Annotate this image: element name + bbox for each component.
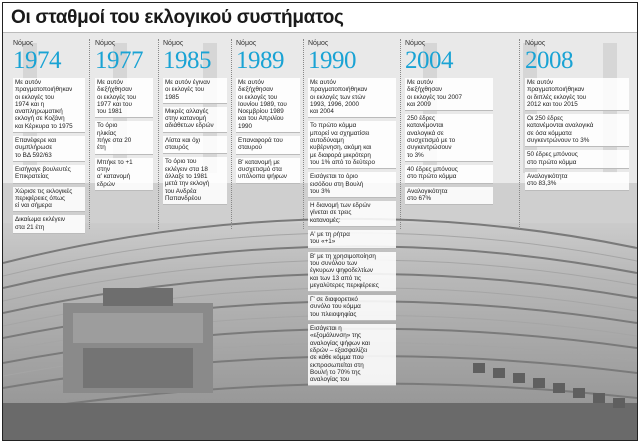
separator (231, 39, 232, 229)
law-detail: Το όριο ηλικίας πήγε στα 20 έτη (95, 121, 153, 154)
law-detail: Μικρές αλλαγές στην κατανομή αδιάθετων εδρών (163, 107, 227, 133)
law-detail: Με αυτόν πραγματοποιήθηκαν οι διπλές εκλογές του 2012 και του 2015 (525, 78, 629, 111)
separator (400, 39, 401, 229)
law-year: 2004 (405, 47, 453, 74)
law-label: Νόμος (13, 40, 34, 47)
law-detail: Το όριο του εκλέγειν στα 18 άλλαξε το 1981 μετά την εκλογή του Ανδρέα Παπανδρέου (163, 157, 227, 205)
law-detail: Γ' σε διαφορετικό συνόλο του κόμμα του πλειοψηφίας (308, 295, 396, 321)
law-year: 1989 (236, 47, 284, 74)
law-detail: Με αυτόν έγιναν οι εκλογές του 1985 (163, 78, 227, 104)
law-label: Νόμος (525, 40, 546, 47)
law-detail: Το πρώτο κόμμα μπορεί να σχηματίσει αυτοδύναμη κυβέρνηση, ακόμη και με διαφορά μικρότερη του 1% από το δεύτερο (308, 121, 396, 169)
law-detail: Χώρισε τις εκλογικές περιφέρειες όπως εί ναι σήμερα (13, 187, 85, 213)
law-detail: Με αυτόν πραγματοποιήθηκαν οι εκλογές του 1974 και η αναπληρωματική εκλογή σε Κοζάνη και Κέρκυρα το 1975 (13, 78, 85, 133)
law-detail: Β' κατανομή με συσχετισμό στα υπόλοιπα ψήφων (236, 158, 300, 184)
law-detail: Δικαίωμα εκλέγειν στα 21 έτη (13, 215, 85, 234)
law-label: Νόμος (405, 40, 426, 47)
law-year: 1974 (13, 47, 61, 74)
timeline-column-1989 (236, 39, 300, 187)
infographic-title: Οι σταθμοί του εκλογικού συστήματος (3, 3, 637, 33)
law-detail: Η διανομή των εδρών γίνεται σε τρεις κατανομές: (308, 201, 396, 227)
law-detail: Εισήγαγε βουλευτές Επικρατείας (13, 165, 85, 184)
separator (303, 39, 304, 229)
law-detail: Εισάγεται η «εξομάλυνση» της αναλογίας ψήφων και εδρών – εξασφαλίζει σε κάθε κόμμα που εκπροσωπείται στη Βουλή το 70% της αναλογίας του (308, 324, 396, 386)
law-year: 1977 (95, 47, 143, 74)
law-detail: Οι 250 έδρες κατανέμονται αναλογικά σε όσα κόμματα συγκεντρώνουν το 3% (525, 114, 629, 147)
law-detail: Αναλογικότητα στο 83,3% (525, 172, 629, 191)
law-detail: 250 έδρες κατανέμονται αναλογικά σε συσχετισμό με το συγκεντρώσουν το 3% (405, 114, 493, 162)
separator (89, 39, 90, 229)
law-detail: Λίστα και όχι σταυρός (163, 136, 227, 155)
law-year: 1985 (163, 47, 211, 74)
law-detail: Με αυτόν διεξήχθησαν οι εκλογές του 1977 και του του 1981 (95, 78, 153, 118)
law-label: Νόμος (95, 40, 116, 47)
law-detail: Αναλογικότητα στο 67% (405, 187, 493, 206)
timeline-column-1974 (13, 39, 85, 237)
law-detail: Β' με τη χρησιμοποίηση του συνόλου των έγκυρων ψηφοδελτίων και των 13 από τις μεγαλύτερες περιφέρειες (308, 252, 396, 292)
law-label: Νόμος (236, 40, 257, 47)
separator (158, 39, 159, 229)
law-detail: Επαναφορά του σταυρού (236, 136, 300, 155)
timeline-column-2008 (525, 39, 629, 194)
law-detail: Α' με τη ρήτρα του «+1» (308, 230, 396, 249)
law-label: Νόμος (163, 40, 184, 47)
law-detail: Επανέφερε και συμπλήρωσε το ΒΔ 592/63 (13, 136, 85, 162)
law-detail: Μπήκε το +1 στην α' κατανομή εδρών (95, 158, 153, 191)
law-detail: Με αυτόν διεξήχθησαν οι εκλογές του Ιουνίου 1989, του Νοεμβρίου 1989 και του Απριλίου 1990 (236, 78, 300, 133)
law-year: 2008 (525, 47, 573, 74)
law-detail: Εισάγεται το όριο εισόδου στη Βουλή του 3% (308, 172, 396, 198)
law-detail: Με αυτόν διεξήχθησαν οι εκλογές του 2007 και 2009 (405, 78, 493, 111)
timeline-column-1985 (163, 39, 227, 208)
law-detail: 40 έδρες μπόνους στο πρώτο κόμμα (405, 165, 493, 184)
separator (519, 39, 520, 229)
infographic-frame (2, 2, 638, 441)
timeline-column-1977 (95, 39, 153, 194)
law-year: 1990 (308, 47, 356, 74)
timeline-column-1990 (308, 39, 396, 389)
timeline-column-2004 (405, 39, 493, 208)
law-detail: 50 έδρες μπόνους στο πρώτο κόμμα (525, 150, 629, 169)
law-label: Νόμος (308, 40, 329, 47)
law-detail: Με αυτόν πραγματοποιήθηκαν οι εκλογές των ετών 1993, 1996, 2000 και 2004 (308, 78, 396, 118)
